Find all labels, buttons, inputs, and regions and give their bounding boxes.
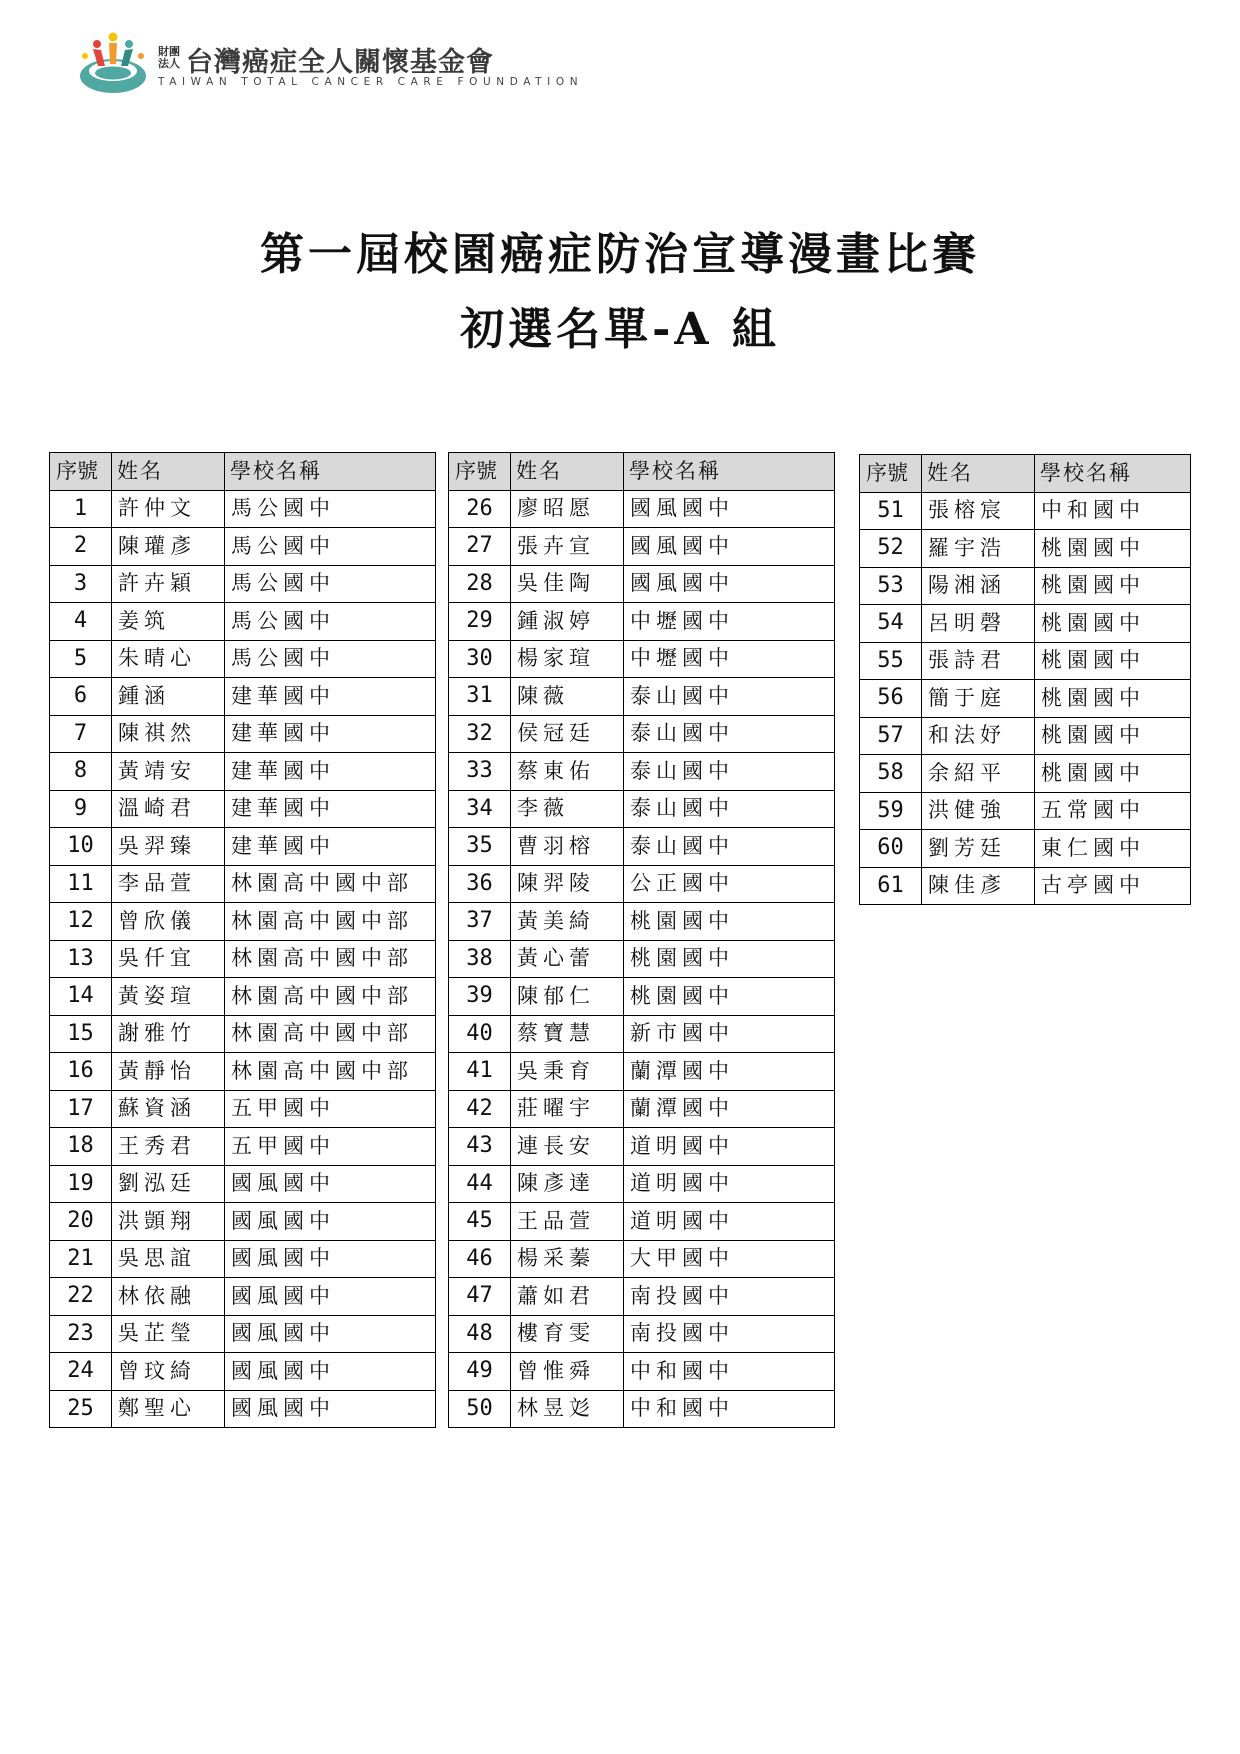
cell-name: 陳郁仁 — [511, 978, 624, 1016]
cell-no: 7 — [50, 715, 112, 753]
table-row — [860, 830, 1191, 868]
cell-no: 45 — [449, 1203, 511, 1241]
table-row — [50, 1128, 436, 1166]
cell-no: 16 — [50, 1053, 112, 1091]
cell-school: 南投國中 — [624, 1278, 835, 1316]
cell-no: 33 — [449, 753, 511, 791]
table-row — [449, 1278, 835, 1316]
table-row — [449, 1015, 835, 1053]
cell-no: 2 — [50, 528, 112, 566]
cell-name: 蕭如君 — [511, 1278, 624, 1316]
cell-name: 呂明磬 — [922, 605, 1035, 643]
table-row — [50, 1390, 436, 1428]
table-row — [50, 753, 436, 791]
cell-name: 黃靜怡 — [112, 1053, 225, 1091]
cell-school: 國風國中 — [225, 1240, 436, 1278]
cell-school: 桃園國中 — [1035, 605, 1191, 643]
cell-no: 15 — [50, 1015, 112, 1053]
cell-no: 20 — [50, 1203, 112, 1241]
cell-school: 林園高中國中部 — [225, 978, 436, 1016]
col-header-school: 學校名稱 — [1035, 455, 1191, 493]
cell-no: 53 — [860, 567, 922, 605]
cell-school: 林園高中國中部 — [225, 1053, 436, 1091]
cell-school: 東仁國中 — [1035, 830, 1191, 868]
cell-school: 公正國中 — [624, 865, 835, 903]
table-row — [449, 978, 835, 1016]
cell-school: 建華國中 — [225, 828, 436, 866]
cell-school: 馬公國中 — [225, 490, 436, 528]
cell-no: 51 — [860, 492, 922, 530]
table-row — [449, 1128, 835, 1166]
cell-name: 和法妤 — [922, 717, 1035, 755]
org-legal-label: 財團法人 — [158, 45, 180, 70]
cell-no: 13 — [50, 940, 112, 978]
col-header-no: 序號 — [50, 453, 112, 491]
table-row — [50, 678, 436, 716]
table-row — [50, 1090, 436, 1128]
cell-school: 國風國中 — [225, 1353, 436, 1391]
table-row — [449, 903, 835, 941]
roster-table-3 — [859, 454, 1191, 905]
cell-school: 建華國中 — [225, 678, 436, 716]
table-row — [860, 642, 1191, 680]
org-name-en: TAIWAN TOTAL CANCER CARE FOUNDATION — [158, 76, 584, 88]
table-row — [449, 1353, 835, 1391]
cell-no: 58 — [860, 755, 922, 793]
cell-name: 楊家瑄 — [511, 640, 624, 678]
table-row — [50, 603, 436, 641]
cell-name: 溫崎君 — [112, 790, 225, 828]
cell-name: 陳彥達 — [511, 1165, 624, 1203]
table-row — [449, 1165, 835, 1203]
cell-name: 黃姿瑄 — [112, 978, 225, 1016]
cell-no: 42 — [449, 1090, 511, 1128]
cell-name: 吳秉育 — [511, 1053, 624, 1091]
table-row — [449, 603, 835, 641]
cell-name: 黃美綺 — [511, 903, 624, 941]
page-title: 第一屆校園癌症防治宣導漫畫比賽 — [260, 229, 980, 280]
cell-no: 30 — [449, 640, 511, 678]
cell-name: 姜筑 — [112, 603, 225, 641]
cell-school: 林園高中國中部 — [225, 940, 436, 978]
cell-name: 謝雅竹 — [112, 1015, 225, 1053]
cell-no: 39 — [449, 978, 511, 1016]
cell-no: 54 — [860, 605, 922, 643]
cell-name: 蘇資涵 — [112, 1090, 225, 1128]
roster-table-1 — [49, 452, 436, 1428]
cell-name: 許仲文 — [112, 490, 225, 528]
cell-name: 連長安 — [511, 1128, 624, 1166]
cell-school: 國風國中 — [225, 1315, 436, 1353]
cell-no: 47 — [449, 1278, 511, 1316]
cell-no: 25 — [50, 1390, 112, 1428]
cell-school: 國風國中 — [624, 528, 835, 566]
cell-name: 張榕宸 — [922, 492, 1035, 530]
cell-school: 建華國中 — [225, 753, 436, 791]
foundation-logo — [78, 30, 584, 100]
cell-name: 張詩君 — [922, 642, 1035, 680]
table-row — [449, 1390, 835, 1428]
cell-name: 余紹平 — [922, 755, 1035, 793]
cell-school: 國風國中 — [624, 565, 835, 603]
cell-school: 桃園國中 — [624, 903, 835, 941]
cell-no: 19 — [50, 1165, 112, 1203]
table-row — [449, 1053, 835, 1091]
cell-name: 王秀君 — [112, 1128, 225, 1166]
cell-school: 大甲國中 — [624, 1240, 835, 1278]
cell-no: 27 — [449, 528, 511, 566]
cell-school: 桃園國中 — [1035, 680, 1191, 718]
cell-name: 李品萱 — [112, 865, 225, 903]
cell-name: 吳仟宜 — [112, 940, 225, 978]
cell-no: 14 — [50, 978, 112, 1016]
table-row — [50, 978, 436, 1016]
table-row — [50, 1203, 436, 1241]
cell-no: 29 — [449, 603, 511, 641]
cell-no: 8 — [50, 753, 112, 791]
table-row — [50, 528, 436, 566]
cell-name: 劉泓廷 — [112, 1165, 225, 1203]
cell-no: 24 — [50, 1353, 112, 1391]
cell-school: 馬公國中 — [225, 640, 436, 678]
cell-name: 侯冠廷 — [511, 715, 624, 753]
table-row — [50, 940, 436, 978]
cell-name: 劉芳廷 — [922, 830, 1035, 868]
cell-no: 6 — [50, 678, 112, 716]
cell-name: 羅宇浩 — [922, 530, 1035, 568]
col-header-no: 序號 — [449, 453, 511, 491]
table-row — [50, 790, 436, 828]
cell-no: 17 — [50, 1090, 112, 1128]
cell-school: 五甲國中 — [225, 1090, 436, 1128]
table-row — [860, 867, 1191, 905]
table-row — [449, 528, 835, 566]
table-row — [50, 1053, 436, 1091]
cell-no: 3 — [50, 565, 112, 603]
cell-no: 31 — [449, 678, 511, 716]
cell-no: 28 — [449, 565, 511, 603]
cell-name: 吳思誼 — [112, 1240, 225, 1278]
table-row — [449, 753, 835, 791]
cell-name: 曾玟綺 — [112, 1353, 225, 1391]
cell-name: 楊采蓁 — [511, 1240, 624, 1278]
table-row — [50, 1278, 436, 1316]
table-row — [50, 828, 436, 866]
col-header-school: 學校名稱 — [225, 453, 436, 491]
cell-school: 桃園國中 — [1035, 530, 1191, 568]
cell-no: 4 — [50, 603, 112, 641]
cell-no: 44 — [449, 1165, 511, 1203]
cell-name: 曾欣儀 — [112, 903, 225, 941]
table-row — [449, 1203, 835, 1241]
cell-name: 陳佳彥 — [922, 867, 1035, 905]
cell-school: 建華國中 — [225, 790, 436, 828]
cell-name: 陳薇 — [511, 678, 624, 716]
cell-school: 馬公國中 — [225, 603, 436, 641]
cell-no: 46 — [449, 1240, 511, 1278]
table-row — [449, 678, 835, 716]
cell-name: 林昱彣 — [511, 1390, 624, 1428]
table-row — [50, 1353, 436, 1391]
cell-school: 古亭國中 — [1035, 867, 1191, 905]
table-row — [449, 640, 835, 678]
cell-no: 23 — [50, 1315, 112, 1353]
cell-name: 陳瓘彥 — [112, 528, 225, 566]
cell-school: 國風國中 — [225, 1390, 436, 1428]
cell-school: 桃園國中 — [1035, 755, 1191, 793]
table-row — [449, 715, 835, 753]
cell-name: 曹羽榕 — [511, 828, 624, 866]
table-row — [50, 1240, 436, 1278]
cell-no: 1 — [50, 490, 112, 528]
table-row — [50, 490, 436, 528]
table-row — [860, 755, 1191, 793]
table-row — [449, 865, 835, 903]
cell-name: 樓育雯 — [511, 1315, 624, 1353]
cell-school: 泰山國中 — [624, 678, 835, 716]
cell-name: 蔡寶慧 — [511, 1015, 624, 1053]
cell-school: 國風國中 — [225, 1203, 436, 1241]
cell-school: 蘭潭國中 — [624, 1053, 835, 1091]
cell-name: 陽湘涵 — [922, 567, 1035, 605]
cell-name: 朱晴心 — [112, 640, 225, 678]
cell-no: 35 — [449, 828, 511, 866]
cell-school: 桃園國中 — [1035, 567, 1191, 605]
cell-school: 五常國中 — [1035, 792, 1191, 830]
cell-name: 張卉宣 — [511, 528, 624, 566]
cell-name: 王品萱 — [511, 1203, 624, 1241]
cell-no: 22 — [50, 1278, 112, 1316]
cell-no: 48 — [449, 1315, 511, 1353]
table-row — [449, 1240, 835, 1278]
table-row — [449, 790, 835, 828]
cell-school: 中和國中 — [624, 1390, 835, 1428]
cell-no: 37 — [449, 903, 511, 941]
cell-school: 新市國中 — [624, 1015, 835, 1053]
table-row — [860, 530, 1191, 568]
cell-name: 蔡東佑 — [511, 753, 624, 791]
table-row — [50, 865, 436, 903]
col-header-name: 姓名 — [511, 453, 624, 491]
cell-school: 林園高中國中部 — [225, 1015, 436, 1053]
cell-no: 36 — [449, 865, 511, 903]
cell-no: 52 — [860, 530, 922, 568]
table-row — [860, 492, 1191, 530]
cell-no: 41 — [449, 1053, 511, 1091]
people-circle-logo-icon — [78, 30, 148, 96]
cell-name: 吳佳陶 — [511, 565, 624, 603]
table-row — [449, 828, 835, 866]
table-row — [860, 567, 1191, 605]
table-row — [860, 792, 1191, 830]
cell-school: 中和國中 — [1035, 492, 1191, 530]
cell-school: 蘭潭國中 — [624, 1090, 835, 1128]
cell-no: 5 — [50, 640, 112, 678]
cell-no: 9 — [50, 790, 112, 828]
col-header-name: 姓名 — [112, 453, 225, 491]
cell-school: 中壢國中 — [624, 640, 835, 678]
cell-school: 中和國中 — [624, 1353, 835, 1391]
cell-no: 60 — [860, 830, 922, 868]
cell-no: 10 — [50, 828, 112, 866]
cell-school: 道明國中 — [624, 1165, 835, 1203]
cell-name: 洪健強 — [922, 792, 1035, 830]
cell-no: 12 — [50, 903, 112, 941]
cell-no: 11 — [50, 865, 112, 903]
table-row — [860, 605, 1191, 643]
cell-name: 吳芷瑩 — [112, 1315, 225, 1353]
table-row — [449, 940, 835, 978]
cell-school: 泰山國中 — [624, 753, 835, 791]
cell-name: 鍾淑婷 — [511, 603, 624, 641]
table-row — [50, 565, 436, 603]
cell-school: 建華國中 — [225, 715, 436, 753]
table-row — [50, 1315, 436, 1353]
cell-school: 道明國中 — [624, 1203, 835, 1241]
cell-name: 黃靖安 — [112, 753, 225, 791]
cell-school: 桃園國中 — [624, 978, 835, 1016]
col-header-no: 序號 — [860, 455, 922, 493]
cell-no: 49 — [449, 1353, 511, 1391]
table-row — [50, 903, 436, 941]
cell-name: 林依融 — [112, 1278, 225, 1316]
cell-no: 34 — [449, 790, 511, 828]
table-header-row — [449, 453, 835, 491]
cell-school: 五甲國中 — [225, 1128, 436, 1166]
cell-school: 桃園國中 — [1035, 642, 1191, 680]
table-header-row — [50, 453, 436, 491]
cell-school: 泰山國中 — [624, 828, 835, 866]
cell-name: 陳羿陵 — [511, 865, 624, 903]
cell-name: 鄭聖心 — [112, 1390, 225, 1428]
cell-school: 桃園國中 — [1035, 717, 1191, 755]
cell-name: 曾惟舜 — [511, 1353, 624, 1391]
table-row — [449, 565, 835, 603]
cell-no: 56 — [860, 680, 922, 718]
table-row — [50, 1165, 436, 1203]
cell-no: 59 — [860, 792, 922, 830]
table-row — [50, 715, 436, 753]
cell-name: 黃心蕾 — [511, 940, 624, 978]
table-header-row — [860, 455, 1191, 493]
cell-no: 50 — [449, 1390, 511, 1428]
cell-name: 洪顗翔 — [112, 1203, 225, 1241]
cell-school: 林園高中國中部 — [225, 865, 436, 903]
cell-no: 32 — [449, 715, 511, 753]
table-row — [860, 717, 1191, 755]
cell-school: 桃園國中 — [624, 940, 835, 978]
table-row — [449, 490, 835, 528]
cell-school: 道明國中 — [624, 1128, 835, 1166]
cell-school: 國風國中 — [225, 1165, 436, 1203]
cell-no: 21 — [50, 1240, 112, 1278]
table-row — [449, 1090, 835, 1128]
cell-no: 43 — [449, 1128, 511, 1166]
cell-no: 57 — [860, 717, 922, 755]
org-name: 台灣癌症全人關懷基金會 — [186, 47, 494, 78]
cell-school: 泰山國中 — [624, 715, 835, 753]
col-header-school: 學校名稱 — [624, 453, 835, 491]
cell-no: 26 — [449, 490, 511, 528]
cell-no: 18 — [50, 1128, 112, 1166]
cell-no: 38 — [449, 940, 511, 978]
cell-name: 簡于庭 — [922, 680, 1035, 718]
table-row — [449, 1315, 835, 1353]
cell-name: 許卉穎 — [112, 565, 225, 603]
cell-school: 泰山國中 — [624, 790, 835, 828]
cell-school: 馬公國中 — [225, 565, 436, 603]
cell-school: 國風國中 — [225, 1278, 436, 1316]
roster-table-2 — [448, 452, 835, 1428]
table-row — [860, 680, 1191, 718]
cell-school: 馬公國中 — [225, 528, 436, 566]
cell-name: 李薇 — [511, 790, 624, 828]
cell-no: 40 — [449, 1015, 511, 1053]
table-row — [50, 640, 436, 678]
cell-name: 陳祺然 — [112, 715, 225, 753]
cell-name: 廖昭愿 — [511, 490, 624, 528]
cell-school: 南投國中 — [624, 1315, 835, 1353]
cell-name: 莊曜宇 — [511, 1090, 624, 1128]
cell-no: 61 — [860, 867, 922, 905]
cell-school: 中壢國中 — [624, 603, 835, 641]
cell-school: 國風國中 — [624, 490, 835, 528]
cell-no: 55 — [860, 642, 922, 680]
cell-school: 林園高中國中部 — [225, 903, 436, 941]
col-header-name: 姓名 — [922, 455, 1035, 493]
page-subtitle: 初選名單-A 組 — [460, 304, 780, 355]
cell-name: 鍾涵 — [112, 678, 225, 716]
table-row — [50, 1015, 436, 1053]
cell-name: 吳羿臻 — [112, 828, 225, 866]
